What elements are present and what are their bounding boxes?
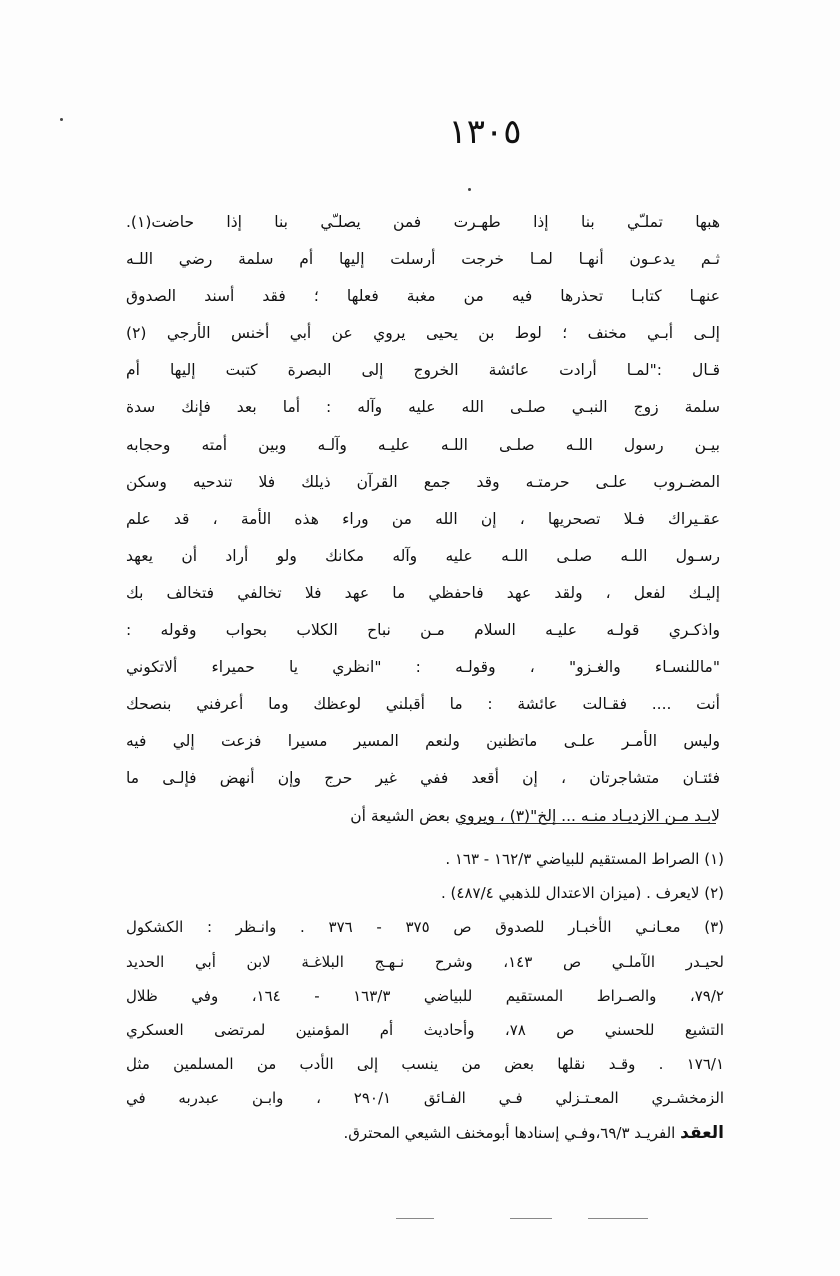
body-line: "ماللنسـاء والغـزو" ، وقولـه : "انظري يا حميراء ألاتكوني — [126, 658, 720, 677]
footnote-line: ٧٩/٢، والصـراط المستقيم للبياضي ١٦٣/٣ - ١٦٤، وفي ظلال — [126, 986, 724, 1005]
footnote-line: التشيع للحسني ص ٧٨، وأحاديث أم المؤمنين لمرتضى العسكري — [126, 1020, 724, 1039]
footnote-last-line — [126, 1116, 724, 1150]
body-line: إلـى أبـي مخنف ؛ لوط بن يحيى يروي عن أبي أخنس الأرجي (٢) — [126, 324, 720, 343]
page-number: ١٣٠٥ — [448, 112, 522, 152]
scan-artifact — [588, 1218, 648, 1219]
body-line: أنت .... فقـالت عائشة : ما أقبلني لوعظك وما أعرفني بنصحك — [126, 695, 720, 714]
footnote-line: (٣) معـانـي الأخبـار للصدوق ص ٣٧٥ - ٣٧٦ . وانـظر : الكشكول — [126, 918, 724, 937]
footnote-line: ١٧٦/١ . وقـد نقلها بعض من ينسب إلى الأدب من المسلمين مثل — [126, 1055, 724, 1074]
footnotes — [126, 842, 724, 1150]
body-line: المضـروب علـى حرمتـه وقد جمع القرآن ذيلك فلا تندحيه وسكن — [126, 472, 720, 491]
body-line: واذكـري قولـه عليـه السلام مـن نباح الكلاب بحواب وقوله : — [126, 621, 720, 640]
speck-mark — [468, 188, 471, 191]
body-text — [126, 204, 720, 835]
body-line: هبها تملـّي بنا إذا طهـرت فمن يصلـّي بنا إذا حاضت(١). — [126, 213, 720, 231]
body-line: ثـم يدعـون أنهـا لمـا خرجت أرسلت إليها أم سلمة رضي اللـه — [126, 250, 720, 269]
body-line: بيـن رسول اللـه صلـى اللـه عليـه وآلـه وبين أمته وحجابه — [126, 435, 720, 454]
scan-artifact — [396, 1218, 434, 1219]
body-line: فئتـان متشاجرتان ، إن أقعد ففي غير حرج وإن أنهض فإلـى ما — [126, 769, 720, 788]
footnote-line: (٢) لايعرف . (ميزان الاعتدال للذهبي ٤٨٧/٤) . — [441, 884, 724, 903]
scan-artifact — [510, 1218, 552, 1219]
body-line: رسـول اللـه صلـى اللـه عليه وآله مكانك ولو أراد أن يعهد — [126, 546, 720, 565]
footnote-last-text: الفريـد ٦٩/٣،وفـي إسنادها أبومخنف الشيعي المحترق. — [343, 1123, 676, 1142]
footnote-line: لحيـدر الآملـي ص ١٤٣، وشرح نـهـج البلاغـة لابن أبي الحديد — [126, 952, 724, 971]
body-line: سلمة زوج النبـي صلـى الله عليه وآله : أما بعد فإنك سدة — [126, 398, 720, 417]
footnote-line: الزمخشـري المعـتـزلي فـي الفـائق ٢٩٠/١ ، وابـن عبدربه في — [126, 1089, 724, 1108]
body-line: وليس الأمـر علـى ماتظنين ولنعم المسير مسيرا فزعت إلي فيه — [126, 732, 720, 751]
footnote-separator — [462, 823, 716, 824]
body-line: عقـيراك فـلا تصحريها ، إن الله من وراء هذه الأمة ، قد علم — [126, 509, 720, 528]
speck-mark — [60, 118, 63, 121]
body-line: لابـد مـن الازديـاد منـه ... إلخ"(٣) ، ويروي بعض الشيعة أن — [350, 806, 720, 825]
book-title-bold: العقد — [680, 1122, 724, 1143]
body-line: قـال :"لمـا أرادت عائشة الخروج إلى البصرة كتبت إليها أم — [126, 361, 720, 380]
body-line: عنهـا كتابـا تحذرها فيه من مغبة فعلها ؛ فقد أسند الصدوق — [126, 287, 720, 306]
footnote-line: (١) الصراط المستقيم للبياضي ١٦٢/٣ - ١٦٣ . — [445, 850, 724, 868]
body-line: إليـك لفعل ، ولقد عهد فاحفظي ما عهد فلا تخالفي فتخالف بك — [126, 583, 720, 602]
